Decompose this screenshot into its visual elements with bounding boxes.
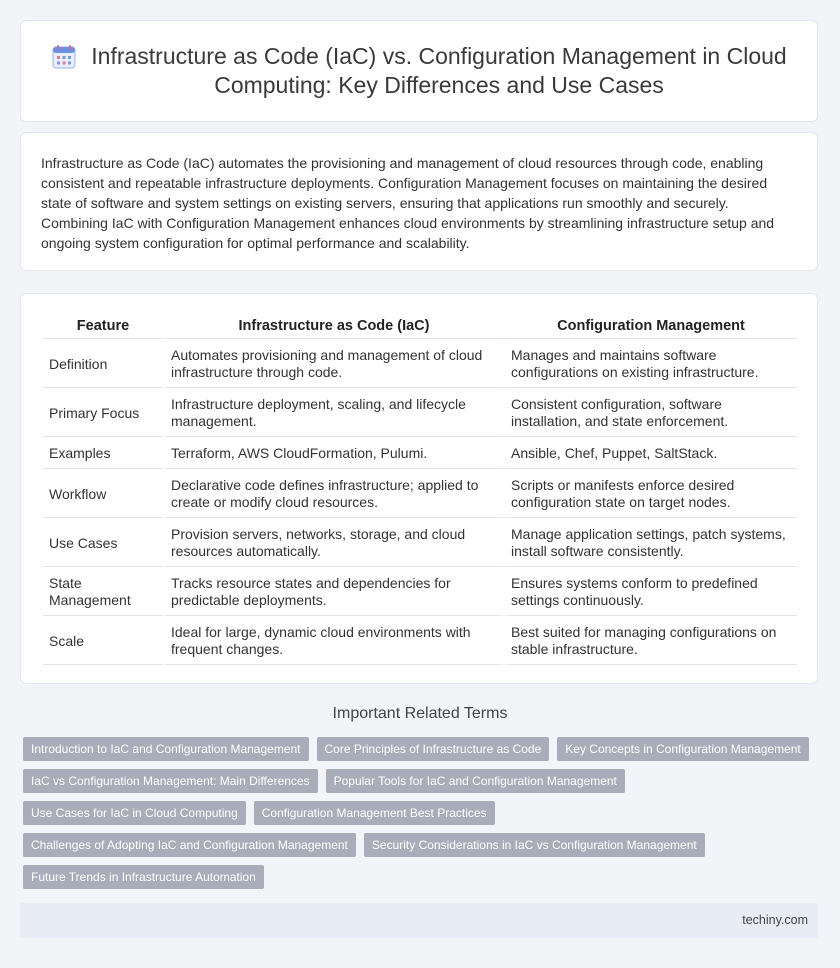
- related-term-tag[interactable]: IaC vs Configuration Management: Main Differences: [23, 769, 318, 793]
- column-header-feature: Feature: [43, 314, 163, 339]
- title-wrap: [21, 21, 817, 121]
- iac-cell: Automates provisioning and management of cloud infrastructure through code.: [165, 341, 503, 388]
- table-row: [43, 618, 797, 665]
- iac-cell: Provision servers, networks, storage, and cloud resources automatically.: [165, 520, 503, 567]
- iac-cell: Tracks resource states and dependencies for predictable deployments.: [165, 569, 503, 616]
- related-term-tag[interactable]: Introduction to IaC and Configuration Management: [23, 737, 309, 761]
- related-term-tag[interactable]: Future Trends in Infrastructure Automation: [23, 865, 264, 889]
- config-mgmt-cell: Scripts or manifests enforce desired configuration state on target nodes.: [505, 471, 797, 518]
- config-mgmt-cell: Manage application settings, patch systems, install software consistently.: [505, 520, 797, 567]
- feature-cell: Examples: [43, 439, 163, 469]
- iac-cell: Terraform, AWS CloudFormation, Pulumi.: [165, 439, 503, 469]
- related-term-tag[interactable]: Popular Tools for IaC and Configuration Management: [326, 769, 625, 793]
- related-term-tag[interactable]: Use Cases for IaC in Cloud Computing: [23, 801, 246, 825]
- feature-cell: Use Cases: [43, 520, 163, 567]
- related-term-tag[interactable]: Security Considerations in IaC vs Configuration Management: [364, 833, 705, 857]
- table-row: [43, 341, 797, 388]
- related-terms-heading: Important Related Terms: [332, 705, 508, 722]
- config-mgmt-cell: Ensures systems conform to predefined settings continuously.: [505, 569, 797, 616]
- comparison-table-card: [20, 293, 818, 684]
- config-mgmt-cell: Manages and maintains software configurations on existing infrastructure.: [505, 341, 797, 388]
- intro-paragraph: Infrastructure as Code (IaC) automates the provisioning and management of cloud resources through code, enabling consistent and repeatable infrastructure deployments. Configuration Management focuses on maintaining the desired state of software and system settings on existing servers, ensuring that applications run smoothly and securely. Combining IaC with Configuration Management enhances cloud environments by streamlining infrastructure setup and ongoing system configuration for optimal performance and scalability.: [41, 155, 775, 251]
- title-card: [20, 20, 818, 122]
- calendar-grid-icon: [51, 44, 77, 70]
- config-mgmt-cell: Ansible, Chef, Puppet, SaltStack.: [505, 439, 797, 469]
- feature-cell: Primary Focus: [43, 390, 163, 437]
- related-term-tag[interactable]: Configuration Management Best Practices: [254, 801, 495, 825]
- column-header-config-mgmt: Configuration Management: [505, 314, 797, 339]
- page-title: Infrastructure as Code (IaC) vs. Configuration Management in Cloud Computing: Key Differences and Use Cases: [91, 43, 787, 98]
- config-mgmt-cell: Best suited for managing configurations on stable infrastructure.: [505, 618, 797, 665]
- related-terms-list: [23, 737, 823, 889]
- feature-cell: Definition: [43, 341, 163, 388]
- iac-cell: Ideal for large, dynamic cloud environments with frequent changes.: [165, 618, 503, 665]
- comparison-table: [41, 312, 799, 667]
- table-row: [43, 390, 797, 437]
- column-header-iac: Infrastructure as Code (IaC): [165, 314, 503, 339]
- iac-cell: Declarative code defines infrastructure; applied to create or modify cloud resources.: [165, 471, 503, 518]
- table-row: [43, 471, 797, 518]
- feature-cell: Scale: [43, 618, 163, 665]
- table-row: [43, 520, 797, 567]
- iac-cell: Infrastructure deployment, scaling, and lifecycle management.: [165, 390, 503, 437]
- feature-cell: State Management: [43, 569, 163, 616]
- footer-site-link[interactable]: techiny.com: [742, 913, 808, 927]
- table-header-row: [43, 314, 797, 339]
- table-row: [43, 439, 797, 469]
- feature-cell: Workflow: [43, 471, 163, 518]
- intro-card: [20, 132, 818, 271]
- config-mgmt-cell: Consistent configuration, software installation, and state enforcement.: [505, 390, 797, 437]
- footer: [20, 903, 818, 938]
- related-term-tag[interactable]: Key Concepts in Configuration Management: [557, 737, 808, 761]
- table-row: [43, 569, 797, 616]
- related-term-tag[interactable]: Challenges of Adopting IaC and Configuration Management: [23, 833, 356, 857]
- related-term-tag[interactable]: Core Principles of Infrastructure as Code: [317, 737, 550, 761]
